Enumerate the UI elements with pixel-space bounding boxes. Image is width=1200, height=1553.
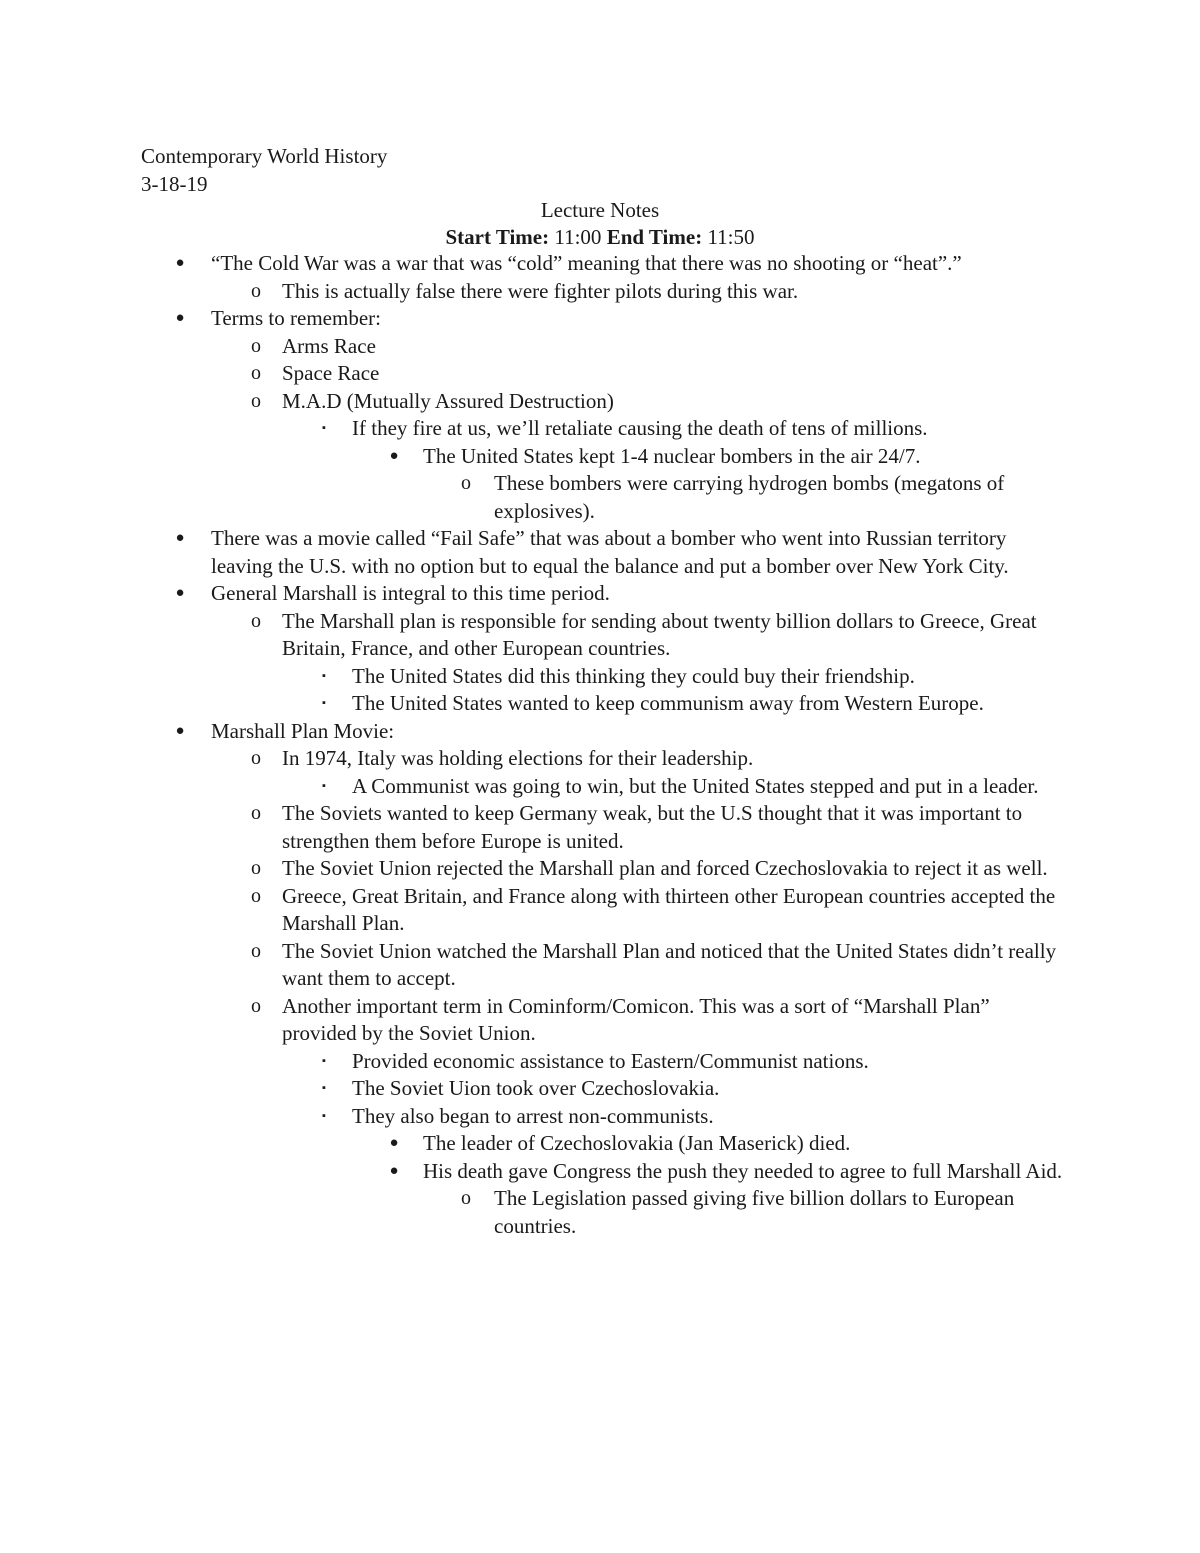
list-item: [0, 305, 1200, 333]
black-square-icon: ▪: [322, 697, 326, 709]
list-item-text: Greece, Great Britain, and France along with thirteen other European countries accepted the Marshall Plan.: [282, 883, 1056, 935]
list-item: [0, 525, 1200, 580]
list-item: [0, 1158, 1200, 1186]
list-item: [0, 388, 1200, 416]
list-item: [0, 883, 1200, 938]
list-item-text: In 1974, Italy was holding elections for their leadership.: [282, 746, 754, 770]
list-item: [0, 718, 1200, 746]
black-square-icon: ▪: [322, 422, 326, 434]
hollow-circle-icon: o: [461, 1187, 471, 1209]
list-item-text: Terms to remember:: [211, 306, 381, 330]
hollow-circle-icon: o: [251, 802, 261, 824]
list-item-text: The leader of Czechoslovakia (Jan Maserick) died.: [423, 1131, 851, 1155]
list-item: [0, 443, 1200, 471]
black-bullet-icon: ●: [175, 530, 185, 546]
hollow-circle-icon: o: [251, 389, 261, 412]
list-item: [0, 1075, 1200, 1103]
list-item: [0, 608, 1200, 663]
list-item: [0, 1130, 1200, 1158]
black-square-icon: ▪: [322, 1109, 326, 1122]
list-item-text: The United States wanted to keep communism away from Western Europe.: [352, 691, 984, 715]
hollow-circle-icon: o: [251, 884, 261, 907]
list-item-text: The United States kept 1-4 nuclear bombers in the air 24/7.: [423, 443, 921, 468]
list-item-text: The Soviets wanted to keep Germany weak, but the U.S thought that it was important to strengthen them before Europe is united.: [282, 801, 1023, 853]
list-item: [0, 470, 1200, 525]
lecture-date: 3-18-19: [141, 172, 208, 196]
list-item: [0, 1103, 1200, 1131]
list-item: [0, 690, 1200, 718]
start-time-value: 11:00: [554, 225, 602, 249]
hollow-circle-icon: o: [461, 472, 471, 494]
black-bullet-icon: ●: [175, 585, 185, 601]
hollow-circle-icon: o: [251, 279, 261, 302]
list-item: [0, 360, 1200, 388]
hollow-circle-icon: o: [251, 994, 261, 1017]
black-bullet-icon: ●: [389, 447, 399, 464]
hollow-circle-icon: o: [251, 939, 261, 962]
black-bullet-icon: ●: [175, 310, 185, 326]
list-item-text: Another important term in Cominform/Comicon. This was a sort of “Marshall Plan” provided by the Soviet Union.: [282, 993, 990, 1045]
black-bullet-icon: ●: [389, 1135, 399, 1151]
list-item: [0, 773, 1200, 801]
list-item-text: If they fire at us, we’ll retaliate causing the death of tens of millions.: [352, 416, 928, 440]
course-title: Contemporary World History: [141, 144, 388, 168]
list-item-text: A Communist was going to win, but the United States stepped and put in a leader.: [352, 773, 1039, 798]
hollow-circle-icon: o: [251, 609, 261, 632]
black-square-icon: ▪: [322, 779, 326, 792]
list-item: [0, 855, 1200, 883]
black-bullet-icon: ●: [389, 1162, 399, 1179]
list-item-text: The Soviet Uion took over Czechoslovakia.: [352, 1076, 720, 1100]
list-item: [0, 745, 1200, 773]
list-item: [0, 415, 1200, 443]
list-item-text: They also began to arrest non-communists.: [352, 1103, 714, 1128]
black-square-icon: ▪: [322, 1054, 326, 1067]
black-bullet-icon: ●: [175, 722, 185, 739]
end-time-value: 11:50: [707, 225, 755, 249]
list-item-text: Provided economic assistance to Eastern/Communist nations.: [352, 1048, 869, 1073]
list-item-text: Arms Race: [282, 333, 376, 358]
hollow-circle-icon: o: [251, 747, 261, 769]
list-item-text: These bombers were carrying hydrogen bombs (megatons of explosives).: [494, 471, 1005, 523]
notes-list: [0, 250, 1200, 1240]
list-item-text: There was a movie called “Fail Safe” that was about a bomber who went into Russian territory leaving the U.S. with no option but to equal the balance and put a bomber over New York City.: [211, 526, 1009, 578]
list-item-text: The Legislation passed giving five billion dollars to European countries.: [494, 1186, 1015, 1238]
list-item: [0, 278, 1200, 306]
lecture-title: Lecture Notes: [540, 198, 660, 222]
list-item-text: The Soviet Union rejected the Marshall plan and forced Czechoslovakia to reject it as well.: [282, 856, 1048, 880]
list-item-text: Space Race: [282, 361, 380, 385]
list-item-text: The Soviet Union watched the Marshall Plan and noticed that the United States didn’t really want them to accept.: [282, 938, 1057, 990]
list-item-text: M.A.D (Mutually Assured Destruction): [282, 388, 614, 413]
lecture-times: [0, 223, 1200, 251]
list-item: [0, 250, 1200, 278]
start-time-label: Start Time:: [445, 225, 550, 249]
document-header: [141, 142, 387, 198]
list-item: [0, 800, 1200, 855]
end-time-label: End Time:: [606, 225, 703, 249]
list-item: [0, 580, 1200, 608]
list-item-text: The United States did this thinking they could buy their friendship.: [352, 663, 915, 688]
black-square-icon: ▪: [322, 1082, 326, 1094]
list-item-text: “The Cold War was a war that was “cold” meaning that there was no shooting or “heat”.”: [211, 251, 962, 275]
list-item: [0, 663, 1200, 691]
list-item: [0, 1048, 1200, 1076]
hollow-circle-icon: o: [251, 334, 261, 357]
black-square-icon: ▪: [322, 669, 326, 682]
list-item: [0, 1185, 1200, 1240]
list-item: [0, 938, 1200, 993]
black-bullet-icon: ●: [175, 255, 185, 271]
list-item: [0, 993, 1200, 1048]
list-item-text: General Marshall is integral to this time period.: [211, 581, 610, 605]
list-item: [0, 333, 1200, 361]
hollow-circle-icon: o: [251, 857, 261, 879]
list-item-text: This is actually false there were fighter pilots during this war.: [282, 278, 799, 303]
list-item-text: Marshall Plan Movie:: [211, 718, 395, 743]
list-item-text: The Marshall plan is responsible for sending about twenty billion dollars to Greece, Great Britain, France, and other European countries.: [282, 608, 1037, 660]
hollow-circle-icon: o: [251, 362, 261, 384]
list-item-text: His death gave Congress the push they needed to agree to full Marshall Aid.: [423, 1158, 1063, 1183]
